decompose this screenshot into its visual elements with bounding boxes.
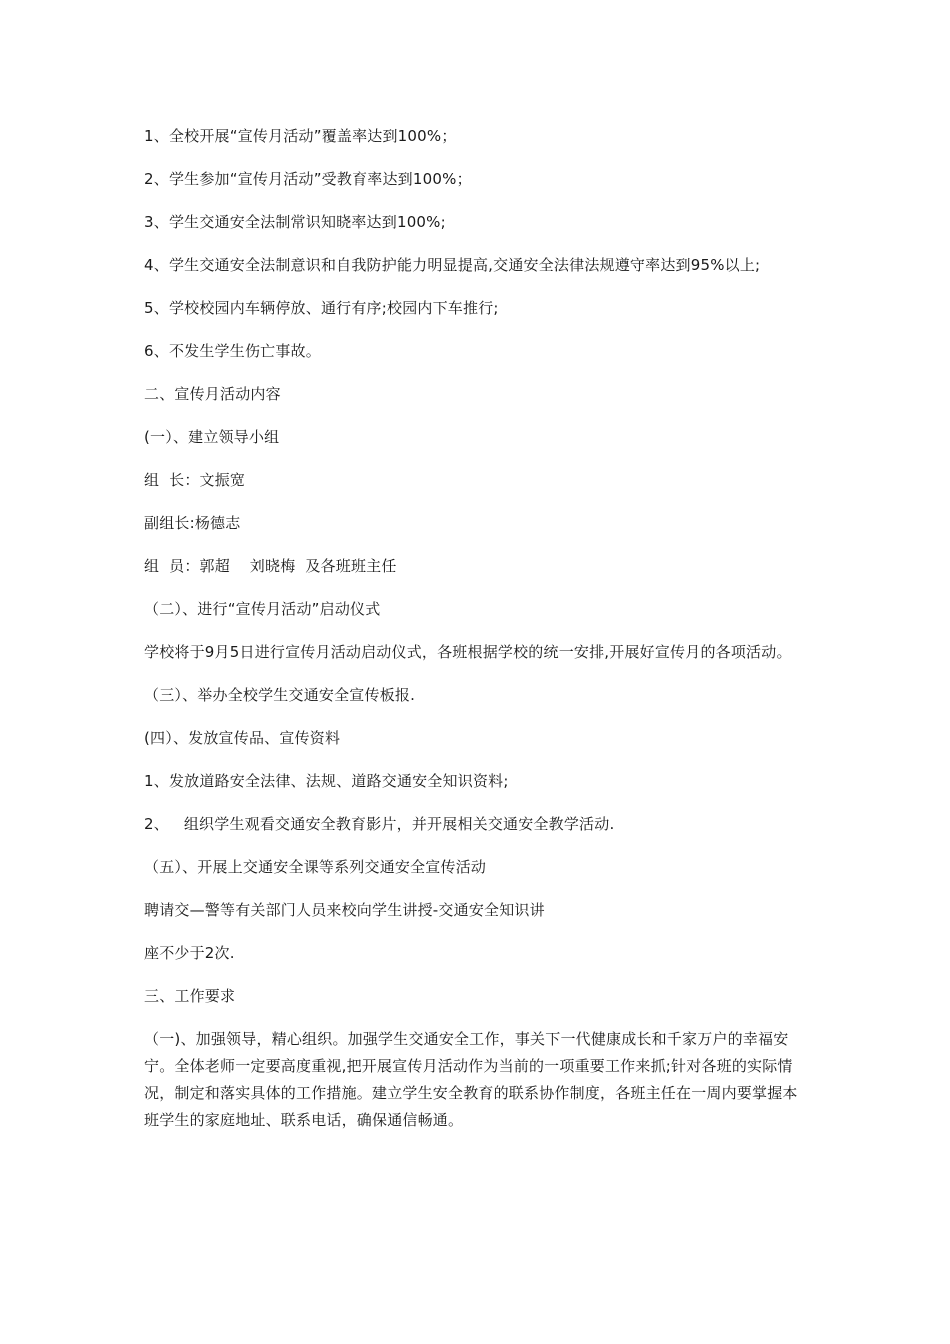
paragraph-goal-1: 1、全校开展“宣传月活动”覆盖率达到100%；	[144, 127, 457, 145]
paragraph-lecture: 聘请交—警等有关部门人员来校向学生讲授-交通安全知识讲	[144, 901, 545, 919]
subheading-leadership-group: (一）、建立领导小组	[144, 428, 280, 446]
subheading-blackboard: （三）、举办全校学生交通安全宣传板报.	[144, 686, 416, 704]
paragraph-goal-5: 5、学校校园内车辆停放、通行有序;校园内下车推行;	[144, 299, 499, 317]
subheading-launch-ceremony: （二）、进行“宣传月活动”启动仪式	[144, 600, 381, 618]
section-heading-requirements: 三、工作要求	[144, 987, 236, 1005]
paragraph-materials-2: 2、 组织学生观看交通安全教育影片，并开展相关交通安全教学活动.	[144, 815, 615, 833]
subheading-materials: (四）、发放宣传品、宣传资料	[144, 729, 341, 747]
paragraph-launch-details: 学校将于9月5日进行宣传月活动启动仪式，各班根据学校的统一安排,开展好宣传月的各项活动。	[144, 643, 792, 661]
paragraph-materials-1: 1、发放道路安全法律、法规、道路交通安全知识资料;	[144, 772, 509, 790]
document-body	[144, 123, 809, 1150]
paragraph-goal-6: 6、不发生学生伤亡事故。	[144, 342, 321, 360]
paragraph-requirements-1: （一)、加强领导，精心组织。加强学生交通安全工作，事关下一代健康成长和千家万户的幸福安宁。全体老师一定要高度重视,把开展宣传月活动作为当前的一项重要工作来抓;针对各班的实际情况，制定和落实具体的工作措施。建立学生安全教育的联系协作制度，各班主任在一周内要掌握本班学生的家庭地址、联系电话，确保通信畅通。	[144, 1030, 798, 1129]
section-heading-content: 二、宣传月活动内容	[144, 385, 281, 403]
paragraph-group-leader: 组 长：文振宽	[144, 471, 246, 489]
paragraph-group-members: 组 员：郭超 刘晓梅 及各班班主任	[144, 557, 397, 575]
paragraph-lecture-count: 座不少于2次.	[144, 944, 235, 962]
paragraph-goal-2: 2、学生参加“宣传月活动”受教育率达到100%；	[144, 170, 472, 188]
subheading-safety-class: （五）、开展上交通安全课等系列交通安全宣传活动	[144, 858, 487, 876]
paragraph-goal-3: 3、学生交通安全法制常识知晓率达到100%;	[144, 213, 446, 231]
paragraph-goal-4: 4、学生交通安全法制意识和自我防护能力明显提高,交通安全法律法规遵守率达到95%以上;	[144, 256, 761, 274]
paragraph-deputy-leader: 副组长:杨德志	[144, 514, 241, 532]
